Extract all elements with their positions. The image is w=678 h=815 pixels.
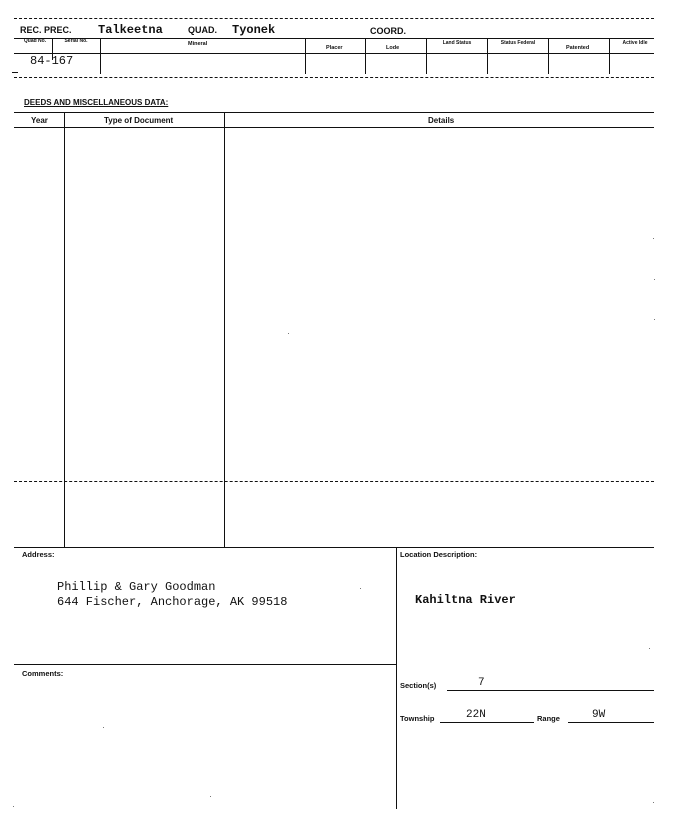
township-label: Township [400, 714, 435, 723]
rec-prec-value: Talkeetna [98, 23, 163, 37]
placer-header: Placer [326, 45, 343, 51]
quad-serial-value: 84-167 [30, 54, 74, 68]
range-label: Range [537, 714, 560, 723]
address-line-2: 644 Fischer, Anchorage, AK 99518 [57, 595, 288, 609]
col-type-header: Type of Document [104, 116, 174, 125]
col-divider-federal [548, 38, 549, 74]
col-divider-placer [365, 38, 366, 74]
location-label: Location Description: [400, 550, 478, 559]
scan-speck [654, 319, 655, 320]
col-year-header: Year [31, 116, 48, 125]
patented-header: Patented [566, 45, 590, 51]
range-underline [568, 722, 654, 723]
address-location-divider [396, 547, 397, 809]
header-table-mid-rule [14, 53, 654, 54]
section-underline [447, 690, 654, 691]
quad-value: Tyonek [232, 23, 276, 37]
township-value: 22N [466, 709, 486, 721]
deeds-section-title: DEEDS AND MISCELLANEOUS DATA: [24, 98, 169, 107]
comments-label: Comments: [22, 669, 64, 678]
deeds-dashed-rule [14, 481, 654, 482]
col-divider-land [487, 38, 488, 74]
col-divider-mineral [305, 38, 306, 74]
scan-speck [653, 802, 654, 803]
scan-speck [13, 806, 14, 807]
col-details-header: Details [428, 116, 455, 125]
land-status-header: Land Status [442, 40, 472, 46]
scan-speck [103, 727, 104, 728]
lode-header: Lode [386, 45, 400, 51]
scan-speck [653, 238, 654, 239]
top-dashed-rule [14, 18, 654, 19]
header-table-top-rule [14, 38, 654, 39]
address-block-top-rule [14, 547, 654, 548]
scan-speck [360, 588, 361, 589]
serial-no-header: Serial No. [64, 38, 88, 44]
mineral-header: Mineral [188, 41, 208, 47]
header-table-bottom-rule [14, 77, 654, 78]
address-line-1: Phillip & Gary Goodman [57, 580, 216, 594]
coord-label: COORD. [370, 26, 406, 36]
township-underline [440, 722, 534, 723]
deeds-table-header-rule [14, 127, 654, 128]
col-divider-lode [426, 38, 427, 74]
deeds-table-top-rule [14, 112, 654, 113]
section-value: 7 [478, 677, 485, 689]
active-idle-header: Active Idle [622, 40, 648, 46]
status-federal-header: Status Federal [500, 40, 536, 46]
address-label: Address: [22, 550, 55, 559]
range-value: 9W [592, 709, 606, 721]
scan-speck [649, 648, 650, 649]
section-label: Section(s) [400, 681, 437, 690]
scan-speck [288, 333, 289, 334]
scan-speck [210, 796, 211, 797]
quad-no-header: Quad No. [23, 38, 47, 44]
scan-speck [654, 279, 655, 280]
comments-top-rule [14, 664, 396, 665]
rec-prec-label: REC. PREC. [20, 25, 72, 35]
col-divider-patented [609, 38, 610, 74]
quad-label: QUAD. [188, 25, 217, 35]
stray-mark [12, 72, 18, 73]
col-divider-serial [100, 38, 101, 74]
location-value: Kahiltna River [415, 593, 516, 607]
